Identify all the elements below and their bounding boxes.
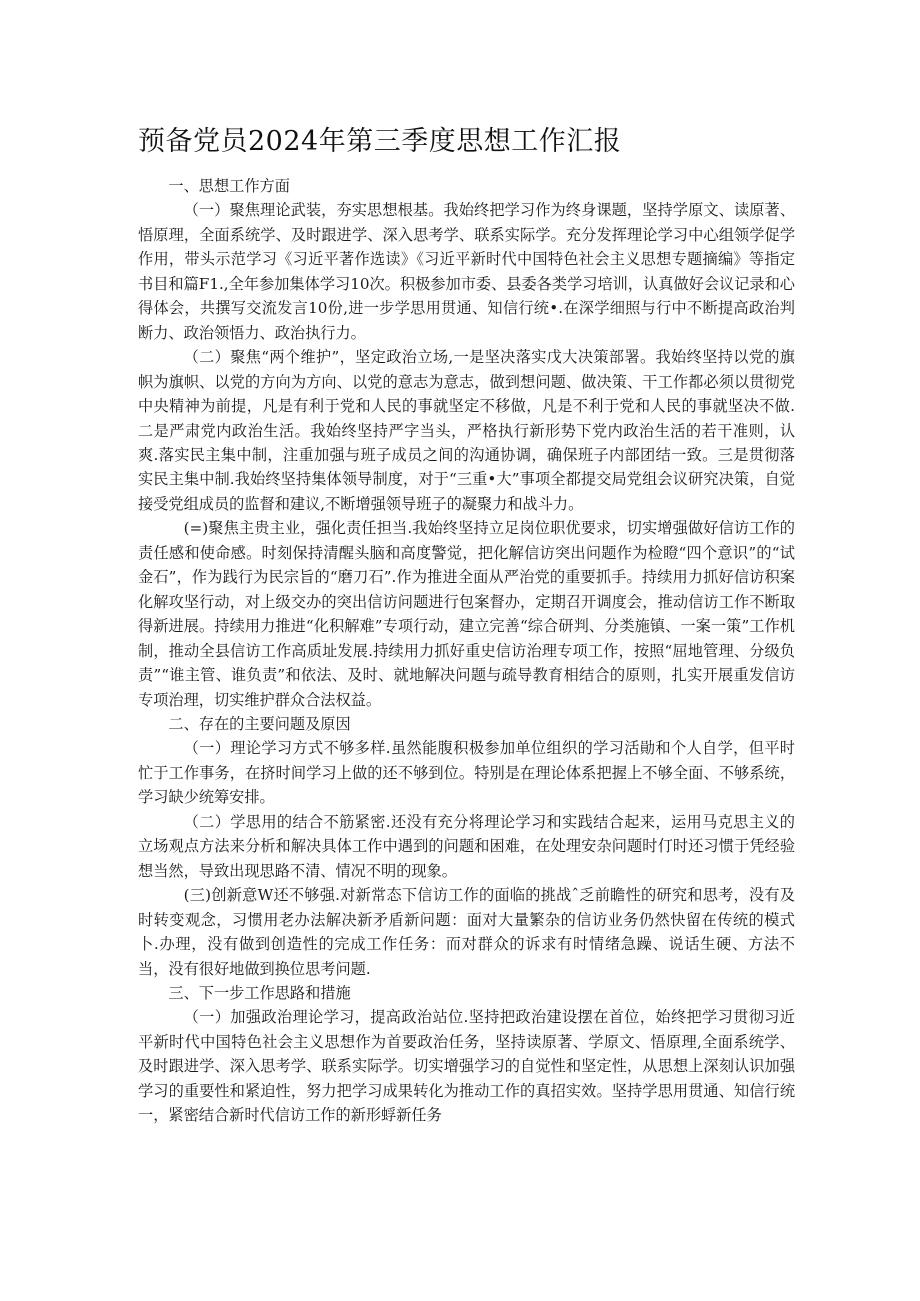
document-title: 预备党员2024年第三季度思想工作汇报 bbox=[138, 126, 622, 157]
section-1-paragraph-2: （二）聚焦“两个维护”，坚定政治立场,一是坚决落实戊大决策部署。我始终坚持以党的旗帜为旗帜、以党的方向为方向、以党的意志为意志，做到想问题、做决策、干工作都必须以贯彻党中央精神为前提，凡是有利于党和人民的事就坚定不移做，凡是不利于党和人民的事就坚决不做.二是严肃党内政治生活。我始终坚持严字当头，严格执行新形势下党内政治生活的若干准则，认爽.落实民主集中制，注重加强与班子成员之间的沟通协调，确保班子内部团结一致。三是贯彻落实民主集中制.我始终坚持集体领导制度，对于“三重•大”事项全都提交局党组会议研究决策，自觉接受党组成员的监督和建议,不断增强领导班子的凝聚力和战斗力。 bbox=[138, 348, 795, 513]
section-2-paragraph-3: (三)创新意W还不够强.对新常态下信访工作的面临的挑战ˆ乏前瞻性的研究和思考，没有及时转变观念，习惯用老办法解决新矛盾新问题：面对大量繁杂的信访业务仍然快留在传统的模式卜.办理，没有做到创造性的完成工作任务：而对群众的诉求有时情绪急躁、说话生硬、方法不当，没有很好地做到换位思考问题. bbox=[138, 886, 795, 978]
section-2-paragraph-1: （一）理论学习方式不够多样.虽然能腹积极参加单位组织的学习活勛和个人自学，但平时忙于工作事务，在挤时间学习上做的还不够到位。特别是在理论体系把握上不够全面、不够系统，学习缺少统筹安排。 bbox=[138, 739, 795, 807]
section-1-paragraph-3: (=)聚焦主贵主业，强化责任担当.我始终坚持立足岗位职优要求，切实增强做好信访工作的责任感和使命感。时刻保持清醒头脑和高度警觉，把化解信访突出问题作为检瞪“四个意识”的“试金石”，作为践行为民宗旨的“磨刀石”.作为推进全面从严治党的重要抓手。持续用力抓好信访积案化解攻坚行动，对上级交办的突出信访问题进行包案督办，定期召开调度会，推动信访工作不断取得新进展。持续用力推进“化积解难”专项行动，建立完善“综合研判、分类施镇、一案一策”工作机制，推动全县信访工作高质址发展.持续用力抓好重史信访治理专项工作，按照“屈地管理、分级负责”“谁主管、谁负责”和依法、及时、就地解决问题与疏导教育相结合的原则，扎实开展重发信访专项治理，切实维护群众合法权益。 bbox=[138, 519, 795, 709]
section-2-paragraph-2: （二）学思用的结合不筋紧密.还没有充分将理论学习和实践结合起来，运用马克思主义的立场观点方法来分析和解决具体工作中遇到的问题和困难，在处理安杂问题时仃时还习惯于凭经验想当然，导致出现思路不清、情况不明的现象。 bbox=[138, 812, 795, 880]
section-heading-1: 一、思想工作方面 bbox=[168, 177, 290, 195]
document-body bbox=[138, 174, 795, 1128]
section-3-paragraph-1: （一）加强政治理论学习，提高政治站位.坚持把政治建设摆在首位，始终把学习贯彻习近平新时代中国特色社会主义思想作为首要政治任务，坚持读原著、学原文、悟原理,全面系统学、及时跟进学、深入思考学、联系实际学。切实增强学习的自觉性和坚定性，从思想上深刻认识加强学习的重要性和紧迫性，努力把学习成果转化为推动工作的真招实效。坚持学思用贯通、知信行统一，紧密结合新时代信访工作的新形蜉新任务 bbox=[138, 1008, 795, 1125]
section-1-paragraph-1: （一）聚焦理论武装，夯实思想根基。我始终把学习作为终身课题，坚持学原文、读原著、悟原理，全面系统学、及时跟进学、深入思考学、联系实际学。充分发挥理论学习中心组领学促学作用，带头示范学习《习近平著作选读》《习近平新时代中国特色社会主义思想专题摘编》等指定书目和篇F1.,全年参加集体学习10次。积极参加市委、县委各类学习培训，认真做好会议记录和心得体会，共撰写交流发言10份,进一步学思用贯通、知信行统•.在深学细照与行中不断提高政治判断力、政治领悟力、政治执行力。 bbox=[138, 201, 795, 342]
section-heading-3: 三、下一步工作思路和措施 bbox=[168, 983, 351, 1002]
section-heading-2: 二、存在的主要问题及原因 bbox=[168, 714, 351, 733]
